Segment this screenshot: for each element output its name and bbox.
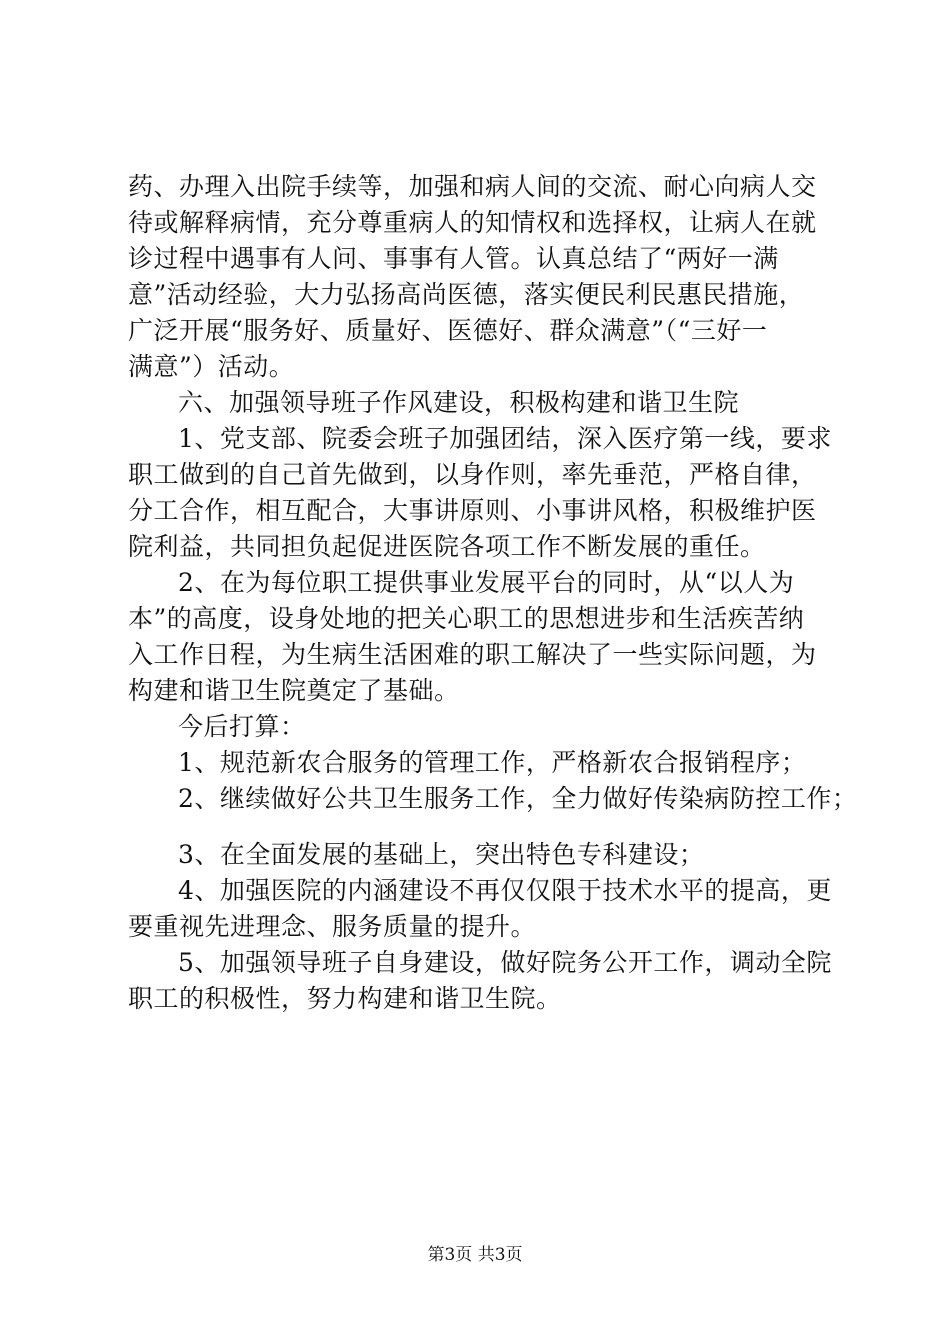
list-item: 4、加强医院的内涵建设不再仅仅限于技术水平的提高，更	[178, 876, 832, 905]
page-number: 第3页 共3页	[427, 1245, 523, 1265]
body-line: 分工合作，相互配合，大事讲原则、小事讲风格，积极维护医	[128, 496, 817, 525]
list-item: 5、加强领导班子自身建设，做好院务公开工作，调动全院	[178, 948, 832, 977]
body-line: 构建和谐卫生院奠定了基础。	[128, 676, 460, 705]
body-line: 要重视先进理念、服务质量的提升。	[128, 912, 537, 941]
body-line: 满意”）活动。	[128, 352, 295, 381]
body-line: 药、办理入出院手续等，加强和病人间的交流、耐心向病人交	[128, 172, 817, 201]
body-line: 入工作日程，为生病生活困难的职工解决了一些实际问题，为	[128, 640, 817, 669]
body-line: 意”活动经验，大力弘扬高尚医德，落实便民利民惠民措施，	[128, 280, 805, 309]
body-line: 本”的高度，设身处地的把关心职工的思想进步和生活疾苦纳	[128, 604, 805, 633]
body-line: 职工做到的自己首先做到，以身作则，率先垂范，严格自律，	[128, 460, 817, 489]
body-line: 诊过程中遇事有人问、事事有人管。认真总结了“两好一满	[128, 244, 779, 273]
list-item: 1、规范新农合服务的管理工作，严格新农合报销程序；	[178, 748, 807, 777]
list-item: 2、在为每位职工提供事业发展平台的同时，从“以人为	[178, 568, 795, 597]
list-item: 1、党支部、院委会班子加强团结，深入医疗第一线，要求	[178, 424, 832, 453]
body-line: 广泛开展“服务好、质量好、医德好、群众满意”（“三好一	[128, 316, 768, 345]
section-heading: 今后打算：	[178, 712, 306, 741]
body-line: 职工的积极性，努力构建和谐卫生院。	[128, 984, 562, 1013]
list-item: 2、继续做好公共卫生服务工作，全力做好传染病防控工作；	[178, 784, 858, 813]
list-item: 3、在全面发展的基础上，突出特色专科建设；	[178, 840, 705, 869]
section-heading: 六、加强领导班子作风建设，积极构建和谐卫生院	[178, 388, 740, 417]
body-line: 院利益，共同担负起促进医院各项工作不断发展的重任。	[128, 532, 766, 561]
body-line: 待或解释病情，充分尊重病人的知情权和选择权，让病人在就	[128, 208, 817, 237]
